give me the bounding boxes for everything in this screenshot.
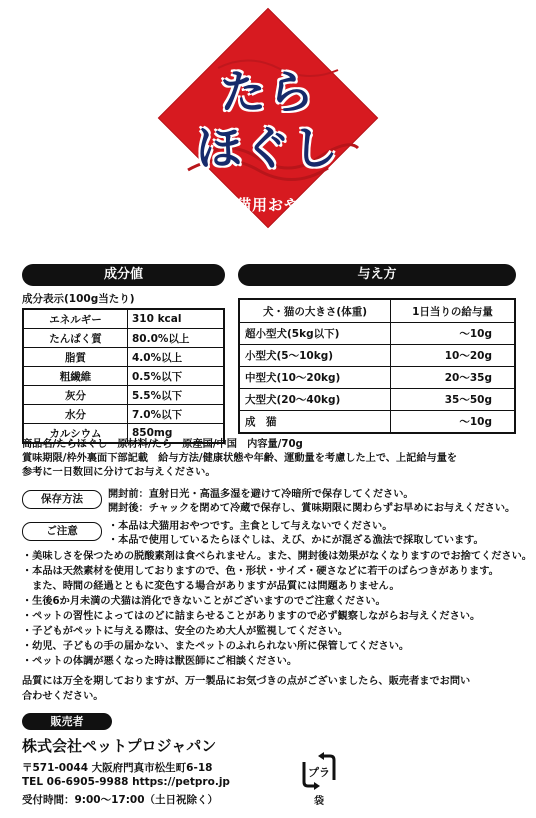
pet-size: 超小型犬(5kg以下) bbox=[239, 323, 391, 345]
feeding-amount: ～10g bbox=[391, 323, 516, 345]
seller-label: 販売者 bbox=[22, 713, 112, 730]
nutrient-label: 灰分 bbox=[23, 386, 128, 405]
caution-item: また、時間の経過とともに変色する場合がありますが品質には問題ありません。 bbox=[22, 581, 400, 592]
caution-item: ・生後6か月未満の犬猫は消化できないことがございますのでご注意ください。 bbox=[22, 596, 386, 607]
table-row bbox=[239, 323, 515, 345]
nutrient-value: 850mg bbox=[128, 424, 225, 444]
reception-hours: 受付時間：9:00～17:00（土日祝除く） bbox=[22, 794, 219, 806]
table-row bbox=[239, 411, 515, 434]
caution-line2: ・本品で使用しているたらほぐしは、えび、かにが混ざる漁法で採取しています。 bbox=[108, 535, 484, 546]
product-info-line3: 参考に一日数回に分けてお与えください。 bbox=[22, 467, 216, 478]
nutrient-label: たんぱく質 bbox=[23, 329, 128, 348]
product-info-line1: 商品名/たらほぐし 原材料/たら 原産国/中国 内容量/70g bbox=[22, 439, 303, 450]
pet-size: 小型犬(5～10kg) bbox=[239, 345, 391, 367]
table-row bbox=[23, 329, 224, 348]
column-header-amount: 1日当りの給与量 bbox=[391, 299, 516, 323]
nutrient-value: 4.0%以上 bbox=[128, 348, 225, 367]
storage-line2: 開封後：チャックを閉めて冷蔵で保存し、賞味期限に関わらずお早めにお与えください。 bbox=[108, 503, 516, 514]
recycle-pla-icon bbox=[296, 748, 342, 794]
table-row bbox=[23, 348, 224, 367]
caution-item: ・本品は天然素材を使用しておりますので、色・形状・サイズ・硬さなどに若干のばらつきがあります。 bbox=[22, 566, 499, 577]
caution-item: ・ペットの習性によってはのどに詰まらせることがありますので必ず観察しながらお与えください。 bbox=[22, 611, 481, 622]
storage-line1: 開封前：直射日光・高温多湿を避けて冷暗所で保存してください。 bbox=[108, 489, 414, 500]
company-contact: TEL 06-6905-9988 https://petpro.jp bbox=[22, 776, 230, 788]
nutrient-label: 水分 bbox=[23, 405, 128, 424]
nutrient-value: 310 kcal bbox=[128, 309, 225, 329]
table-row bbox=[239, 345, 515, 367]
caution-line1: ・本品は犬猫用おやつです。主食として与えないでください。 bbox=[108, 521, 393, 532]
nutrient-value: 0.5%以下 bbox=[128, 367, 225, 386]
pet-size: 大型犬(20～40kg) bbox=[239, 389, 391, 411]
storage-label: 保存方法 bbox=[22, 490, 102, 509]
table-row bbox=[23, 367, 224, 386]
logo-title-line2: ほぐし bbox=[196, 121, 340, 175]
logo-subtitle: 犬猫用おやつ bbox=[219, 196, 316, 214]
quality-note-line2: 合わせください。 bbox=[22, 691, 104, 702]
nutrient-label: 粗繊維 bbox=[23, 367, 128, 386]
nutrient-label: カルシウム bbox=[23, 424, 128, 444]
table-header-row bbox=[239, 299, 515, 323]
nutrition-header: 成分値 bbox=[22, 264, 225, 286]
nutrient-label: エネルギー bbox=[23, 309, 128, 329]
nutrient-value: 80.0%以上 bbox=[128, 329, 225, 348]
caution-item: ・幼児、子どもの手の届かない、またペットのふれられない所に保管してください。 bbox=[22, 641, 410, 652]
nutrition-caption: 成分表示(100g当たり) bbox=[22, 293, 135, 305]
recycle-label: 袋 bbox=[314, 796, 324, 807]
table-row bbox=[23, 386, 224, 405]
nutrient-value: 7.0%以下 bbox=[128, 405, 225, 424]
caution-label: ご注意 bbox=[22, 522, 102, 541]
caution-item: ・子どもがペットに与える際は、安全のため大人が監視してください。 bbox=[22, 626, 348, 637]
logo-title-line1: たら bbox=[220, 65, 316, 119]
feeding-amount: 20～35g bbox=[391, 367, 516, 389]
column-header-size: 犬・猫の大きさ(体重) bbox=[239, 299, 391, 323]
table-row bbox=[23, 405, 224, 424]
feeding-amount: ～10g bbox=[391, 411, 516, 434]
company-address: 〒571-0044 大阪府門真市松生町6-18 bbox=[22, 762, 213, 774]
recycle-mark-text: プラ bbox=[308, 766, 330, 779]
table-row bbox=[23, 309, 224, 329]
nutrient-value: 5.5%以下 bbox=[128, 386, 225, 405]
product-logo bbox=[158, 8, 378, 228]
quality-note-line1: 品質には万全を期しておりますが、万一製品にお気づきの点がございましたら、販売者までお問い bbox=[22, 676, 471, 687]
feeding-amount: 35～50g bbox=[391, 389, 516, 411]
feeding-table bbox=[238, 298, 516, 434]
feeding-amount: 10～20g bbox=[391, 345, 516, 367]
table-row bbox=[239, 389, 515, 411]
pet-size: 中型犬(10～20kg) bbox=[239, 367, 391, 389]
nutrient-label: 脂質 bbox=[23, 348, 128, 367]
company-name: 株式会社ペットプロジャパン bbox=[22, 737, 217, 755]
caution-item: ・美味しさを保つための脱酸素剤は食べられません。また、開封後は効果がなくなりますのでお捨てください。 bbox=[22, 551, 532, 562]
caution-item: ・ペットの体調が悪くなった時は獣医師にご相談ください。 bbox=[22, 656, 298, 667]
nutrition-table bbox=[22, 308, 225, 444]
table-row bbox=[239, 367, 515, 389]
product-info-line2: 賞味期限/枠外裏面下部記載 給与方法/健康状態や年齢、運動量を考慮した上で、上記給与量を bbox=[22, 453, 458, 464]
pet-size: 成 猫 bbox=[239, 411, 391, 434]
feeding-header: 与え方 bbox=[238, 264, 516, 286]
